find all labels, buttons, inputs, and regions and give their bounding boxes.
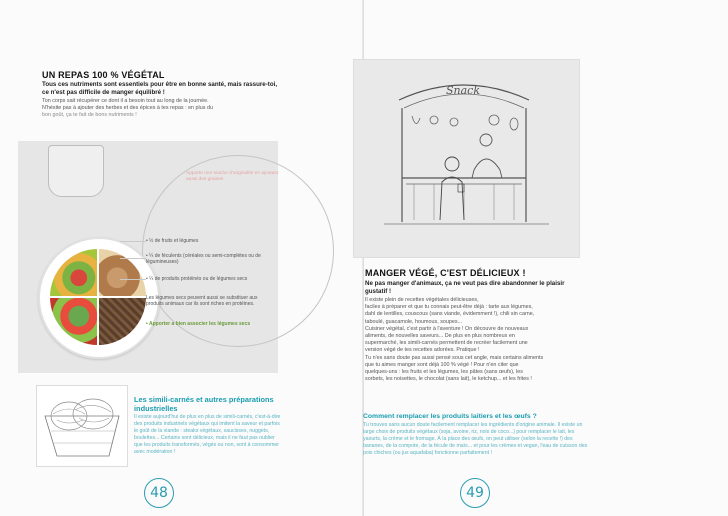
right-body — [365, 297, 580, 383]
left-body-line: Ton corps sait récupérer ce dont il a besoin tout au long de la journée. — [42, 98, 209, 104]
plate-label: • ¼ de produits protéinés ou de légumes secs — [146, 276, 248, 282]
right-body-line: Il existe plein de recettes végétales délicieuses, — [365, 297, 479, 303]
plate-image — [38, 237, 160, 359]
right-title: MANGER VÉGÉ, C'EST DÉLICIEUX ! — [365, 268, 526, 278]
plate-label-text: ¼ de produits protéinés ou de légumes secs — [149, 276, 248, 282]
side-note: Les légumes secs peuvent aussi se substituer aux produits animaux car ils sont riches en protéines. — [146, 295, 258, 308]
right-lead: Ne pas manger d'animaux, ça ne veut pas dire abandonner le plaisir gustatif ! — [365, 280, 565, 295]
right-body-line: dahl de lentilles, couscous (sans viande, évidemment !), chili sin carne, — [365, 311, 535, 318]
page-number: 48 — [144, 478, 174, 508]
right-body-line: Tu n'es sans doute pas aussi pensé sous cet angle, mais certains aliments — [365, 354, 544, 361]
plate-photo — [18, 141, 278, 373]
right-body-line: supermarché, les simili-carnés permettent de recréer facilement une — [365, 340, 528, 347]
plate-label-text: ½ de fruits et légumes — [149, 238, 199, 244]
question-body: Tu trouves sans aucun doute facilement remplacer les ingrédients d'origine animale. Il existe un large choix de produits végétaux (soja, avoine, riz, noix de coco...) pour remplacer le lait, les yaourts, la crème et le fromage. À la place des œufs, on peut utiliser (selon la recette !) des bananes, de la compote, de la fécule de maïs... et pour les crèmes et vegan, l'eau de cuisson des pois chiches (ou jus aquafaba) fonctionne parfaitement ! — [363, 422, 588, 456]
right-body-line: aliments, de nouvelles saveurs... De plus en plus nombreux en — [365, 333, 515, 340]
stand-sign: Snack — [446, 84, 481, 97]
right-body-line: Cuisiner végétal, c'est partir à l'aventure ! On découvre de nouveaux — [365, 325, 529, 332]
page-number: 49 — [460, 478, 490, 508]
green-note-text: Apporter a bien associer les légumes secs — [148, 321, 251, 327]
right-body-line: que tu aimes manger sont déjà 100 % végé ! Pour n'en citer que — [365, 361, 519, 368]
left-body-line: bon goût, ça te fait de bons nutriments ! — [42, 112, 137, 119]
box-body: Il existe aujourd'hui de plus en plus de simili-carnés, c'est-à-dire des produits industriels végétaux qui imitent la saveur et parfois le goût de la viande : steaks végétaux, saucisses, nuggets, boulettes... Certains sont délicieux, mais il ne faut pas oublier que les produits transformés, végés ou non, sont à consommer avec modération ! — [134, 414, 281, 455]
guide-circle — [142, 155, 334, 347]
left-lead: Tous ces nutriments sont essentiels pour être en bonne santé, mais rassure-toi, ce n'est pas difficile de manger équilibré ! — [42, 81, 278, 96]
right-body-line: taboulé, guacamole, houmous, soupes... — [365, 318, 463, 325]
glass-illustration — [48, 145, 104, 197]
left-title: UN REPAS 100 % VÉGÉTAL — [42, 70, 165, 80]
question-title: Comment remplacer les produits laitiers et les œufs ? — [363, 413, 537, 420]
right-body-line: faciles à préparer et que tu connais peut-être déjà : tarte aux légumes, — [365, 304, 533, 311]
right-body-line: sorbets, les noisettes, le chocolat (sans lait), le ketchup... et les frites ! — [365, 376, 532, 383]
plate-label: • ½ de fruits et légumes — [146, 238, 199, 244]
left-body-line: N'hésite pas à ajouter des herbes et des épices à tes repas : en plus du — [42, 105, 213, 112]
box-title: Les simili-carnés et autres préparations industrielles — [134, 395, 274, 413]
green-note: • Apporter a bien associer les légumes secs — [146, 321, 251, 327]
left-body — [42, 98, 282, 120]
right-body-line: version végé de tes recettes adorées. Pratique ! — [365, 347, 480, 354]
right-body-line: quelques-uns : les fruits et les légumes, les pâtes (sans œufs), les — [365, 369, 523, 376]
plate-label-text: ¼ de féculents (céréales ou semi-complètes ou de légumineuses) — [146, 253, 261, 266]
faded-note: Apporte une touche d'originalité en ajoutant aussi des graines — [186, 171, 279, 183]
plate-label: • ¼ de féculents (céréales ou semi-complètes ou de légumineuses) — [146, 253, 261, 266]
snack-stand-illustration — [353, 59, 580, 258]
sketch-illustration — [36, 385, 128, 467]
